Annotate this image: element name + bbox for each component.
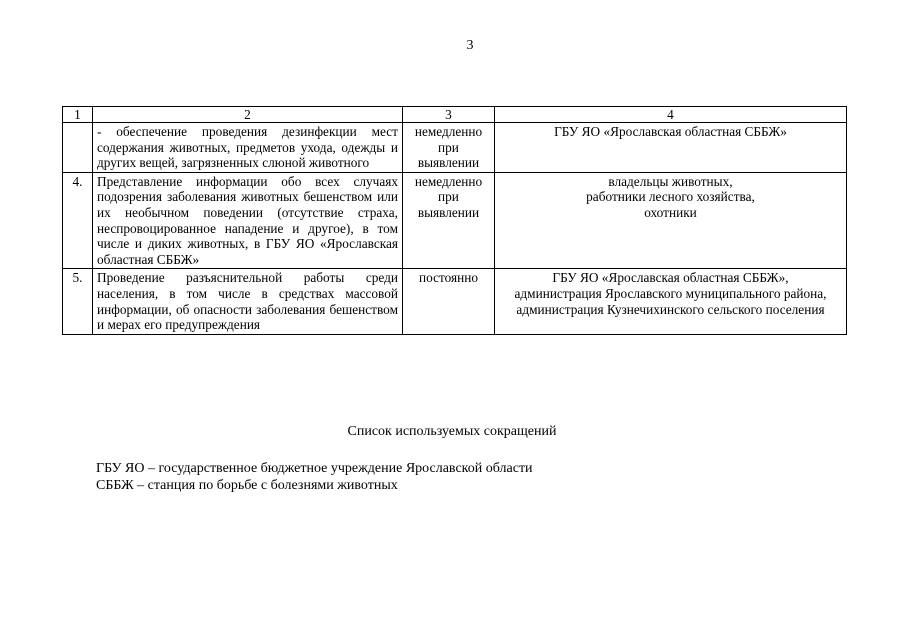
abbreviation-item: ГБУ ЯО – государственное бюджетное учреждение Ярославской области bbox=[96, 461, 533, 476]
header-cell: 2 bbox=[93, 107, 403, 123]
abbreviation-item: СББЖ – станция по борьбе с болезнями животных bbox=[96, 478, 398, 493]
action-cell: Проведение разъяснительной работы среди населения, в том числе в средствах массовой информации, об опасности заболевания бешенством и мерах его предупреждения bbox=[93, 269, 403, 334]
responsible-line: владельцы животных, bbox=[608, 173, 733, 189]
responsible-cell bbox=[495, 172, 847, 269]
action-cell: Представление информации обо всех случаях подозрения заболевания животных бешенством или их необычном поведении (отсутствие страха, неспровоцированное нападение и другое), в том числе и диких животных, в ГБУ ЯО «Ярославская областная СББЖ» bbox=[93, 172, 403, 269]
timing-line: постоянно bbox=[418, 270, 479, 286]
responsible-cell bbox=[495, 269, 847, 334]
action-cell: - обеспечение проведения дезинфекции мест содержания животных, предметов ухода, одежды и других вещей, загрязненных слюной животного bbox=[93, 123, 403, 173]
timing-cell bbox=[403, 123, 495, 173]
responsible-line: работники лесного хозяйства, bbox=[586, 189, 755, 205]
table-row bbox=[63, 123, 847, 173]
row-number bbox=[63, 123, 93, 173]
responsible-line: ГБУ ЯО «Ярославская областная СББЖ» bbox=[554, 124, 787, 139]
abbreviations-heading: Список используемых сокращений bbox=[347, 424, 557, 439]
timing-cell bbox=[403, 172, 495, 269]
responsible-line: администрация Кузнечихинского сельского поселения bbox=[516, 301, 825, 317]
timing-line: выявлении bbox=[417, 155, 480, 171]
table-row bbox=[63, 172, 847, 269]
timing-line: при bbox=[438, 189, 459, 205]
responsible-cell bbox=[495, 123, 847, 173]
abbreviations-list bbox=[96, 460, 796, 494]
row-number: 4. bbox=[63, 172, 93, 269]
table-header-row bbox=[63, 107, 847, 123]
header-cell: 3 bbox=[403, 107, 495, 123]
measures-table bbox=[62, 106, 847, 335]
responsible-line: охотники bbox=[644, 204, 697, 220]
responsible-line: администрация Ярославского муниципального района, bbox=[514, 285, 827, 301]
page-number: 3 bbox=[466, 38, 474, 53]
timing-line: выявлении bbox=[417, 204, 480, 220]
timing-line: немедленно bbox=[414, 124, 483, 139]
header-cell: 4 bbox=[495, 107, 847, 123]
row-number: 5. bbox=[63, 269, 93, 334]
responsible-line: ГБУ ЯО «Ярославская областная СББЖ», bbox=[552, 270, 789, 286]
header-cell: 1 bbox=[63, 107, 93, 123]
table-row bbox=[63, 269, 847, 334]
timing-cell bbox=[403, 269, 495, 334]
timing-line: при bbox=[438, 139, 459, 155]
timing-line: немедленно bbox=[414, 173, 483, 189]
